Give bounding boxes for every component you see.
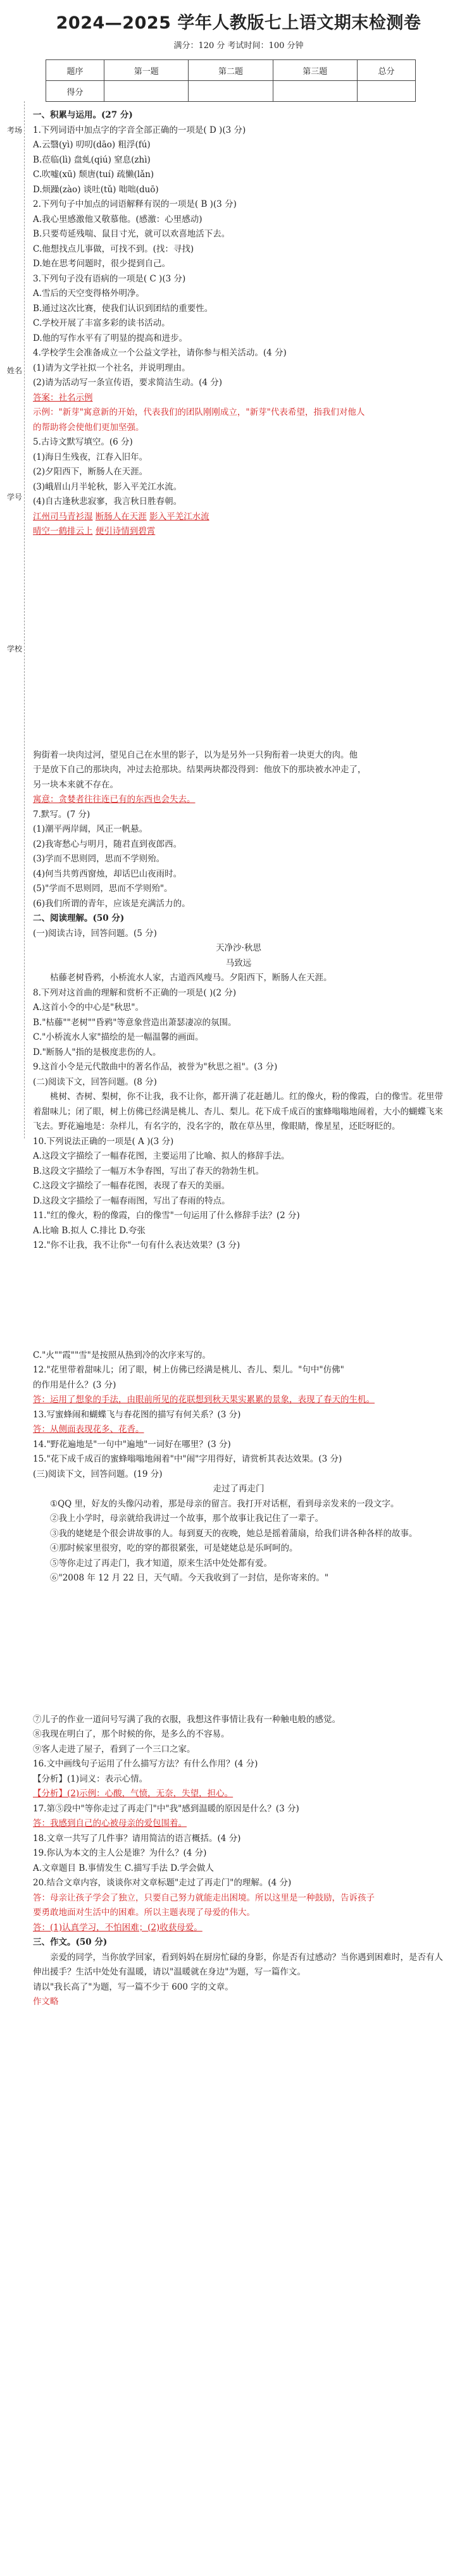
essay-paragraph: ⑤等你走过了再走门，我才知道，原来生活中处处都有爱。 (50, 1558, 272, 1568)
score-row-label: 得分 (46, 81, 104, 102)
score-cell[interactable] (104, 81, 189, 102)
option-line: D.这段文字描绘了一幅春雨图，写出了春雨的特点。 (33, 1195, 230, 1206)
option-line: B."枯藤""老树""昏鸦"等意象营造出萧瑟凄凉的氛围。 (33, 1017, 237, 1028)
essay-paragraph: ⑥"2008 年 12 月 22 日，天气晴。今天我收到了一封信，是你寄来的。" (50, 1573, 329, 1583)
answer-line: 要勇敢地面对生活中的困难。所以主题表现了母爱的伟大。 (33, 1907, 255, 1918)
question-line: 14."野花遍地是"一句中"遍地"一词好在哪里？(3 分) (33, 1439, 231, 1450)
question-line: 7.默写。(7 分) (33, 809, 90, 820)
fill-answer: 晴空一鹤排云上 (33, 526, 93, 536)
option-line: A.这首小令的中心是"秋思"。 (33, 1002, 144, 1013)
option-line: A.文章题目 B.事情发生 C.描写手法 D.学会做人 (33, 1863, 214, 1873)
text-line: ⑧我现在明白了，那个时候的你，是多么的不容易。 (33, 1729, 230, 1739)
answer-line: 答：我感到自己的心被母亲的爱包围着。 (33, 1818, 187, 1828)
question-line: (1)请为文学社拟一个社名，并说明理由。 (33, 362, 190, 373)
option-line: D.她在思考问题时，很少提到自己。 (33, 259, 171, 269)
fill-answer: 江州司马青衫湿 (33, 511, 93, 522)
essay-paragraph: ④那时候家里很穷，吃的穿的都很紧张，可是姥姥总是乐呵呵的。 (50, 1543, 298, 1553)
question-line: 18.文章一共写了几件事？请用简洁的语言概括。(4 分) (33, 1833, 241, 1844)
answer-line: (4)自古逢秋悲寂寥，我言秋日胜春朝。 (33, 496, 182, 507)
section-heading: 一、积累与运用。(27 分) (33, 110, 133, 120)
option-line: B.通过这次比赛，使我们认识到团结的重要性。 (33, 303, 213, 314)
question-line: 8.下列对这首曲的理解和赏析不正确的一项是( )(2 分) (33, 987, 237, 998)
option-line: D."断肠人"指的是极度悲伤的人。 (33, 1047, 161, 1057)
answer-line: (2)我寄愁心与明月，随君直到夜郎西。 (33, 839, 182, 849)
answer-line: (5)"学而不思则罔，思而不学则殆"。 (33, 884, 173, 894)
question-line: 11."红的像火，粉的像霞，白的像雪"一句运用了什么修辞手法？(2 分) (33, 1211, 300, 1221)
question-line: 12."你不让我，我不让你"一句有什么表达效果？(3 分) (33, 1240, 240, 1250)
question-line: 19.你认为本文的主人公是谁？为什么？(4 分) (33, 1848, 207, 1858)
option-line: C.他想找点儿事做，可找不到。(找：寻找) (33, 243, 194, 254)
option-line: B.这段文字描绘了一幅万木争春图，写出了春天的勃勃生机。 (33, 1166, 265, 1176)
option-line: C.学校开展了丰富多彩的读书活动。 (33, 318, 170, 328)
option-line: C.这段文字描绘了一幅春花图，表现了春天的美丽。 (33, 1181, 230, 1191)
answer-line: (1)潮平两岸阔，风正一帆悬。 (33, 824, 148, 834)
answer-line: 的帮助将会使他们更加坚强。 (33, 422, 144, 433)
section-heading: 三、作文。(50 分) (33, 1937, 108, 1947)
text-line: 于是放下自己的那块肉，冲过去抢那块。结果两块都没得到：他放下的那块被水冲走了， (33, 765, 366, 775)
margin-label-school: 学校 (6, 644, 22, 653)
option-line: A.我心里感激他又敬慕他。(感激：心里感动) (33, 214, 203, 225)
exam-content (33, 0, 444, 2010)
option-line: B.莅临(lì) 盘虬(qiú) 窒息(zhì) (33, 154, 151, 165)
text-line: ⑦儿子的作业一道问号写满了我的衣服，我想这件事情让我有一种触电般的感觉。 (33, 1714, 340, 1725)
question-line: 3.下列句子没有语病的一项是( C )(3 分) (33, 273, 186, 284)
margin-label-exam-room: 考场 (6, 126, 22, 135)
score-header-cell: 第三题 (273, 60, 357, 81)
essay-prompt: 亲爱的同学，当你放学回家，看到妈妈在厨房忙碌的身影，你是否有过感动？当你遇到困难时，是否有人伸出援手？生活中处处有温暖，请以"温暖就在身边"为题，写一篇作文。 (33, 1952, 443, 1977)
question-line: (2)请为活动写一条宣传语，要求简洁生动。(4 分) (33, 378, 223, 388)
score-header-cell: 题序 (46, 60, 104, 81)
score-cell[interactable] (273, 81, 357, 102)
answer-line: 答：母亲让孩子学会了独立，只要自己努力就能走出困境。所以这里是一种鼓励，告诉孩子 (33, 1892, 375, 1903)
answer-line: 答：从侧面表现花多、花香。 (33, 1424, 144, 1434)
question-line: 20.结合文章内容，谈谈你对文章标题"走过了再走门"的理解。(4 分) (33, 1878, 292, 1888)
score-header-cell: 第二题 (189, 60, 273, 81)
answer-line: (4)何当共剪西窗烛，却话巴山夜雨时。 (33, 868, 182, 879)
analysis-line: 【分析】(2)示例：心酸，气愤，无奈，失望，担心。 (33, 1789, 234, 1799)
answer-line: 寓意：贪婪者往往连已有的东西也会失去。 (33, 794, 196, 804)
answer-line: 答：运用了想象的手法，由眼前所见的花联想到秋天果实累累的景象，表现了春天的生机。 (33, 1395, 375, 1405)
question-line: 15."花下成千成百的蜜蜂嗡嗡地闹着"中"闹"字用得好，请赏析其表达效果。(3 分) (33, 1454, 342, 1464)
question-line: 的作用是什么？(3 分) (33, 1379, 116, 1390)
essay-paragraph: ①QQ 里，好友的头像闪动着，那是母亲的留言。我打开对话框，看到母亲发来的一段文字。 (50, 1498, 399, 1509)
essay-paragraph: ②我上小学时，母亲就给我讲过一个故事，那个故事让我记住了一辈子。 (50, 1513, 323, 1524)
option-line: A.比喻 B.拟人 C.排比 D.夸张 (33, 1225, 146, 1236)
binding-margin (0, 101, 29, 1138)
essay-note: 作文略 (33, 1997, 59, 2007)
text-line: 狗街着一块肉过河，望见自己在水里的影子，以为是另外一只狗衔着一块更大的肉。他 (33, 749, 358, 760)
question-line: 1.下列词语中加点字的字音全部正确的一项是( D )(3 分) (33, 125, 246, 135)
essay-paragraph: ③我的姥姥是个很会讲故事的人。每到夏天的夜晚，她总是摇着蒲扇，给我们讲各种各样的故事。 (50, 1528, 418, 1539)
question-line: 2.下列句子中加点的词语解释有误的一项是( B )(3 分) (33, 199, 237, 209)
poem-author: 马致远 (225, 958, 252, 968)
fill-answer-row (33, 524, 444, 539)
fill-answer: 断肠人在天涯 (95, 511, 147, 522)
poem-title: 天净沙·秋思 (216, 943, 261, 953)
option-line: A.雪后的天空变得格外明净。 (33, 288, 145, 299)
score-value-row (46, 81, 416, 102)
option-line: D.他的写作水平有了明显的提高和进步。 (33, 333, 188, 343)
margin-label-name: 姓名 (6, 366, 22, 375)
option-line: D.烦躁(zào) 谈吐(tǔ) 咄咄(duō) (33, 184, 159, 195)
question-line: 12."花里带着甜味儿；闭了眼，树上仿佛已经满是桃儿、杏儿、梨儿。"句中"仿佛" (33, 1365, 344, 1375)
question-line: 5.古诗文默写填空。(6 分) (33, 437, 133, 447)
score-header-row (46, 60, 416, 81)
answer-line: (1)海日生残夜，江春入旧年。 (33, 452, 148, 462)
answer-line: 答案：社名示例 (33, 392, 93, 403)
essay-requirement: 请以"我长高了"为题，写一篇不少于 600 字的文章。 (33, 1981, 234, 1992)
answer-line: (6)我们所谓的青年，应该是充满活力的。 (33, 898, 190, 909)
subsection-heading: (一)阅读古诗，回答问题。(5 分) (33, 928, 157, 939)
subsection-heading: (二)阅读下文，回答问题。(8 分) (33, 1076, 157, 1087)
score-header-cell: 总分 (357, 60, 415, 81)
fill-answer: 影入平羌江水流 (149, 511, 209, 522)
essay-title: 走过了再走门 (213, 1484, 265, 1494)
answer-line: 示例："新芽"寓意新的开始，代表我们的团队刚刚成立，"新芽"代表希望，指我们对他人 (33, 407, 365, 417)
option-line: A.这段文字描绘了一幅春花图，主要运用了比喻、拟人的修辞手法。 (33, 1151, 290, 1161)
option-line: B.只要苟延残喘、鼠目寸光，就可以欢喜地活下去。 (33, 229, 230, 239)
answer-line: (2)夕阳西下，断肠人在天涯。 (33, 467, 148, 477)
binding-dashed-line (24, 101, 25, 1138)
poem-body: 枯藤老树昏鸦，小桥流水人家，古道西风瘦马。夕阳西下，断肠人在天涯。 (50, 973, 332, 983)
question-line: 4.学校学生会准备成立一个公益文学社，请你参与相关活动。(4 分) (33, 348, 287, 358)
exam-meta: 满分：120 分 考试时间：100 分钟 (173, 41, 304, 51)
question-line: 16.文中画线句子运用了什么描写方法？有什么作用？(4 分) (33, 1759, 258, 1769)
question-line: 10.下列说法正确的一项是( A )(3 分) (33, 1136, 174, 1147)
fill-answer: 便引诗情到碧霄 (95, 526, 156, 536)
option-line: C."小桥流水人家"描绘的是一幅温馨的画面。 (33, 1032, 204, 1042)
text-line: 另一块本来就不存在。 (33, 779, 118, 790)
text-line: ⑨客人走进了屋子，看到了一个三口之家。 (33, 1744, 196, 1754)
question-line: 13.写蜜蜂闹和蝴蝶飞与春花图的描写有何关系？(3 分) (33, 1409, 241, 1420)
margin-label-student-id: 学号 (6, 493, 22, 502)
answer-line: 答：(1)认真学习，不怕困难；(2)收获母爱。 (33, 1922, 203, 1933)
score-header-cell: 第一题 (104, 60, 189, 81)
fill-answer-row (33, 510, 444, 525)
question-line: 17.第⑤段中"等你走过了再走门"中"我"感到温暖的原因是什么？(3 分) (33, 1803, 299, 1814)
score-table (46, 59, 416, 102)
exam-title: 2024—2025 学年人教版七上语文期末检测卷 (56, 13, 421, 33)
score-cell[interactable] (357, 81, 415, 102)
option-line: C.吹嘘(xū) 颓唐(tuí) 疏懒(lǎn) (33, 169, 154, 180)
subsection-heading: (三)阅读下文，回答问题。(19 分) (33, 1469, 163, 1479)
option-line: A.云翳(yì) 叨叨(dāo) 粗浮(fú) (33, 140, 151, 150)
score-cell[interactable] (189, 81, 273, 102)
option-line: C."火""霞""雪"是按照从热到冷的次序来写的。 (33, 1350, 211, 1360)
answer-line: (3)峨眉山月半轮秋，影入平羌江水流。 (33, 481, 182, 492)
analysis-line: 【分析】(1)词义：表示心情。 (33, 1773, 148, 1784)
section-heading: 二、阅读理解。(50 分) (33, 913, 125, 923)
answer-line: (3)学而不思则罔，思而不学则殆。 (33, 854, 165, 864)
reading-passage: 桃树、杏树、梨树，你不让我，我不让你，都开满了花赶趟儿。红的像火，粉的像霞，白的像雪。花里带着甜味儿；闭了眼，树上仿佛已经满是桃儿、杏儿、梨儿。花下成千成百的蜜蜂嗡嗡地闹着，大小的蝴蝶飞来飞去。野花遍地是：杂样儿，有名字的，没名字的，散在草丛里，像眼睛，像星星，还眨呀眨的。 (33, 1092, 443, 1131)
question-line: 9.这首小令是元代散曲中的著名作品，被誉为"秋思之祖"。(3 分) (33, 1062, 278, 1072)
